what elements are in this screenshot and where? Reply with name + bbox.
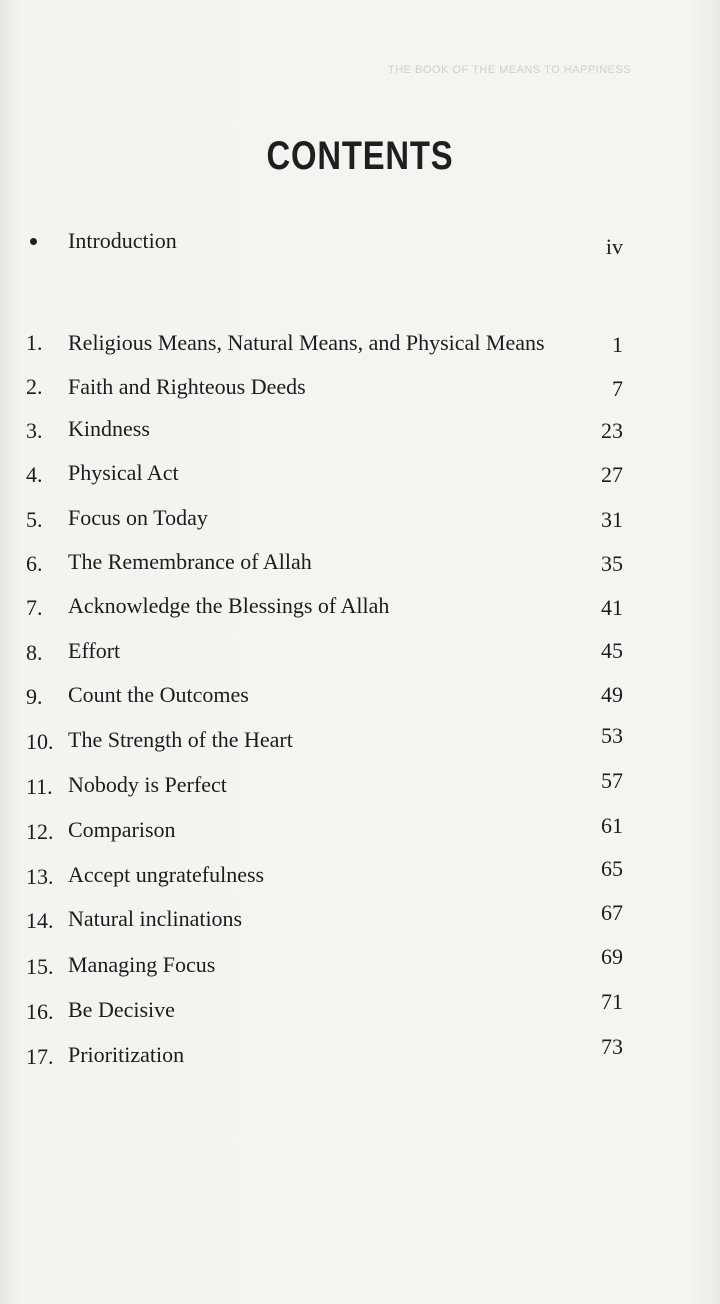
toc-entry-number: 5.	[26, 507, 43, 532]
toc-row	[0, 416, 720, 450]
toc-entry-number: 10.	[26, 729, 54, 754]
toc-entry-page: 23	[601, 418, 623, 443]
toc-entry-page: 27	[601, 462, 623, 487]
toc-entry-page: 41	[601, 595, 623, 620]
toc-entry-page: 73	[601, 1034, 623, 1059]
toc-row	[0, 1034, 720, 1076]
running-header: THE BOOK OF THE MEANS TO HAPPINESS	[388, 64, 632, 76]
toc-entry-title: Comparison	[68, 817, 176, 842]
toc-row	[0, 638, 720, 672]
toc-entry-title: Effort	[68, 638, 121, 663]
toc-entry-number: 8.	[26, 640, 43, 665]
toc-entry-page: 35	[601, 551, 623, 576]
page-title: CONTENTS	[266, 134, 454, 178]
toc-entry-title: Physical Act	[68, 460, 179, 485]
toc-entry-page: 69	[601, 944, 623, 969]
toc-entry-title: Natural inclinations	[68, 906, 243, 931]
toc-entry-page: 45	[601, 638, 623, 663]
toc-row	[0, 460, 720, 494]
toc-entry-title: Be Decisive	[68, 997, 175, 1022]
toc-entry-title: The Strength of the Heart	[68, 727, 293, 752]
toc-entry-title: Faith and Righteous Deeds	[68, 374, 306, 399]
toc-entry-title: Kindness	[68, 416, 150, 441]
toc-entry-number: 13.	[26, 864, 54, 889]
toc-entry-page: 31	[601, 507, 623, 532]
toc-entry-page: iv	[605, 234, 623, 259]
toc-intro-row	[0, 226, 720, 260]
toc-entry-page: 65	[601, 856, 623, 881]
toc-row	[0, 768, 720, 806]
toc-entry-title: Focus on Today	[68, 505, 208, 530]
toc-entry-number: 2.	[26, 374, 43, 399]
toc-entry-title: Religious Means, Natural Means, and Physical Means	[68, 330, 545, 355]
bullet-icon	[30, 238, 37, 245]
toc-entry-number: 16.	[26, 999, 54, 1024]
toc-entry-page: 61	[601, 813, 623, 838]
toc-entry-title: Acknowledge the Blessings of Allah	[68, 593, 390, 618]
toc-entry-number: 9.	[26, 684, 43, 709]
toc-entry-title: Managing Focus	[68, 952, 216, 977]
toc-entry-number: 6.	[26, 551, 43, 576]
toc-entry-title: The Remembrance of Allah	[68, 549, 312, 574]
toc-row	[0, 328, 720, 362]
toc-row	[0, 856, 720, 896]
toc-entry-number: 15.	[26, 954, 54, 979]
toc-entry-page: 1	[612, 332, 623, 357]
toc-entry-page: 71	[601, 989, 623, 1014]
toc-row	[0, 549, 720, 583]
toc-entry-number: 14.	[26, 908, 54, 933]
toc-row	[0, 813, 720, 851]
toc-entry-number: 1.	[26, 330, 43, 355]
toc-row	[0, 593, 720, 627]
toc-entry-title: Prioritization	[68, 1042, 185, 1067]
toc-entry-number: 7.	[26, 595, 43, 620]
toc-row	[0, 723, 720, 761]
toc-entry-title: Accept ungratefulness	[68, 862, 265, 887]
toc-entry-number: 17.	[26, 1044, 54, 1069]
toc-entry-number: 3.	[26, 418, 43, 443]
toc-entry-title: Introduction	[68, 228, 177, 253]
toc-entry-title: Count the Outcomes	[68, 682, 249, 707]
toc-entry-page: 7	[612, 376, 623, 401]
toc-entry-page: 49	[601, 682, 623, 707]
toc-row	[0, 900, 720, 940]
toc-row	[0, 505, 720, 539]
toc-entry-number: 12.	[26, 819, 54, 844]
toc-row	[0, 682, 720, 716]
toc-entry-number: 4.	[26, 462, 43, 487]
toc-entry-page: 67	[601, 900, 623, 925]
toc-entry-page: 57	[601, 768, 623, 793]
toc-row	[0, 944, 720, 986]
toc-entry-title: Nobody is Perfect	[68, 772, 227, 797]
toc-entry-number: 11.	[26, 774, 53, 799]
toc-row	[0, 989, 720, 1031]
toc-entry-page: 53	[601, 723, 623, 748]
toc-row	[0, 372, 720, 406]
